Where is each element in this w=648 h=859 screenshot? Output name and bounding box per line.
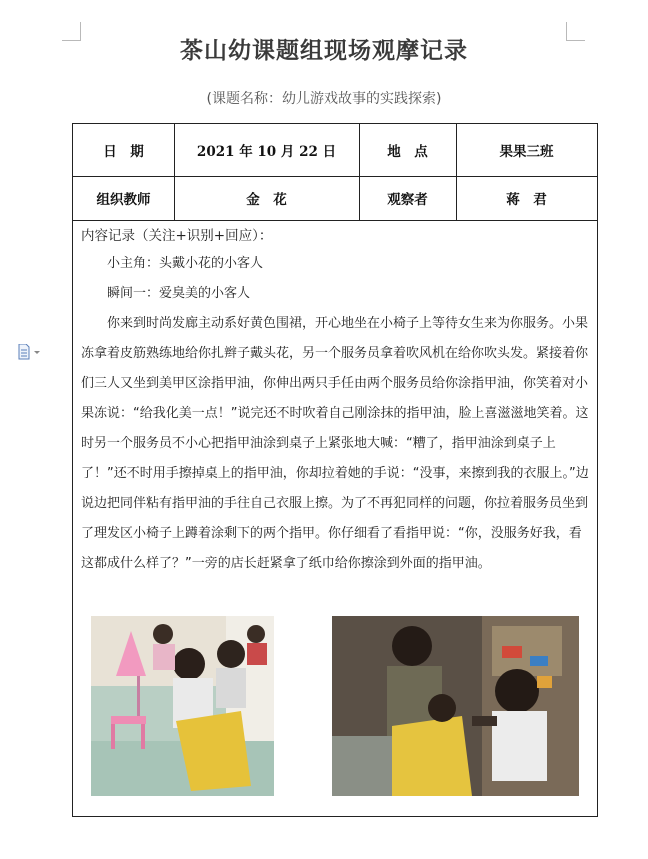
photo-salon-right (332, 616, 579, 796)
table-row-divider (73, 220, 597, 221)
place-label: 地 点 (387, 144, 428, 160)
date-label: 日 期 (103, 144, 144, 160)
record-table (72, 123, 598, 817)
place-value: 果果三班 (499, 144, 554, 160)
content-heading: 内容记录（关注+识别+回应）： (81, 228, 273, 244)
observer-value: 蒋 君 (506, 192, 547, 208)
document-icon[interactable] (18, 344, 42, 360)
observer-label: 观察者 (387, 192, 428, 208)
protagonist-line: 小主角：头戴小花的小客人 (107, 256, 264, 271)
teacher-label: 组织教师 (96, 192, 151, 208)
content-record (81, 223, 589, 579)
moment-line: 瞬间一：爱臭美的小客人 (107, 286, 251, 301)
page-subtitle: (课题名称：幼儿游戏故事的实践探索) (206, 91, 442, 107)
teacher-value: 金 花 (246, 192, 287, 208)
photo-salon-left (91, 616, 274, 796)
page-title: 茶山幼课题组现场观摩记录 (180, 38, 468, 64)
story-paragraph: 你来到时尚发廊主动系好黄色围裙，开心地坐在小椅子上等待女生来为你服务。小果冻拿着皮筋熟练地给你扎辫子戴头花，另一个服务员拿着吹风机在给你吹头发。紧接着你们三人又坐到美甲区涂指甲油，你伸出两只手任由两个服务员给你涂指甲油，你笑着对小果冻说：“给我化美一点！”说完还不时吹着自己刚涂抹的指甲油，脸上喜滋滋地笑着。这时另一个服务员不小心把指甲油涂到桌子上紧张地大喊：“糟了，指甲油涂到桌子上了！”还不时用手擦掉桌上的指甲油，你却拉着她的手说：“没事，来擦到我的衣服上。”边说边把同伴粘有指甲油的手往自己衣服上擦。为了不再犯同样的问题，你拉着服务员坐到了理发区小椅子上蹲着涂剩下的两个指甲。你仔细看了看指甲说：“你，没服务好我，看这都成什么样了？”一旁的店长赶紧拿了纸巾给你擦涂到外面的指甲油。 (81, 316, 589, 571)
date-value: 2021 年 10 月 22 日 (196, 144, 337, 160)
